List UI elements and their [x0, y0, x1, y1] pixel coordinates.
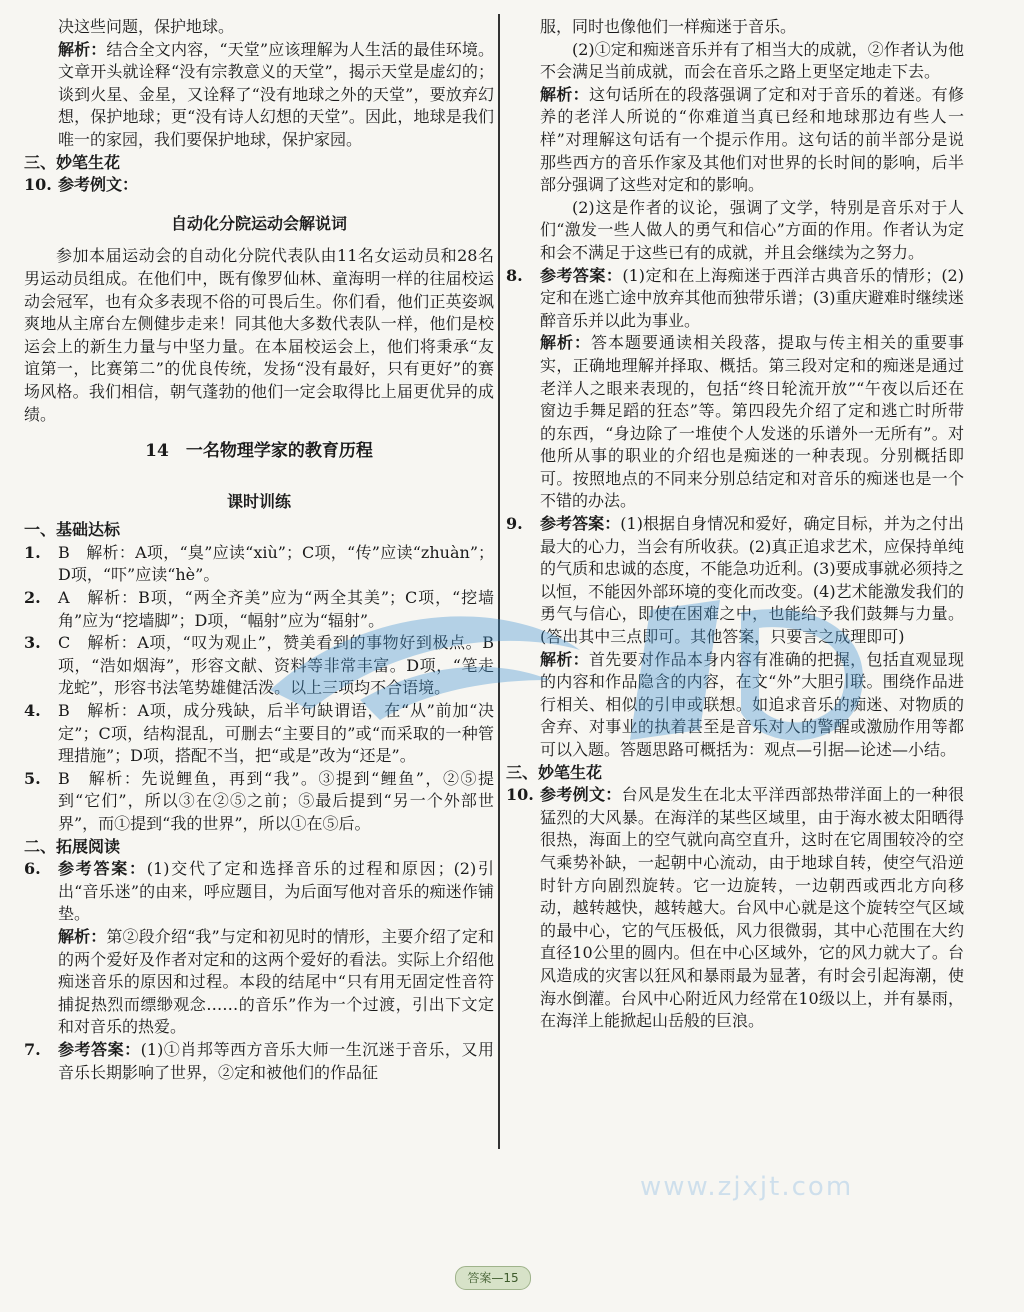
analysis-label: 解析： [540, 649, 589, 669]
analysis-text: 答本题要通读相关段落，提取与传主相关的重要事实，正确地理解并择取、概括。第三段对定和的痴迷是通过老洋人之眼来表现的，包括“终日轮流开放”“午夜以后还在窗边手舞足蹈的狂态”等。第四段先介绍了定和逃亡时所带的东西，“身边除了一堆使个人发迷的乐谱外一无所有”。对他所从事的职业的介绍也是痴迷的一种表现。分别概括即可。按照地点的不同来分别总结定和对音乐的痴迷也是一个不错的办法。 [540, 333, 964, 511]
section-heading: 三、妙笔生花 [24, 152, 121, 172]
question-item [24, 587, 494, 632]
question-number: 10. [24, 175, 52, 195]
question-number: 2. [24, 588, 41, 608]
question-item [24, 542, 494, 587]
question-item [24, 632, 494, 700]
analysis-label: 解析： [58, 39, 107, 59]
question-item [506, 265, 964, 333]
answer-text: B 解析：A项，“臭”应读“xiù”；C项，“传”应读“zhuàn”；D项，“吓”应读“hè”。 [58, 542, 494, 585]
answer-label: 参考答案： [58, 1039, 141, 1059]
answer-text: (1)交代了定和选择音乐的过程和原因；(2)引出“音乐迷”的由来，呼应题目，为后面写他对音乐的痴迷作铺垫。 [58, 859, 494, 924]
question-number: 4. [24, 701, 41, 721]
section-heading: 一、基础达标 [24, 520, 121, 540]
page-number-badge: 答案—15 [455, 1266, 531, 1290]
analysis-text: 首先要对作品本身内容有准确的把握，包括直观显现的内容和作品隐含的内容，在文“外”大胆引联。围绕作品进行相关、相似的引申或联想。如追求音乐的痴迷、对物质的舍弃、对事业的执着甚至是音乐对人的警醒或激励作用等都可以入题。答题思路可概括为：观点—引据—论述—小结。 [540, 649, 964, 759]
question-item [24, 1039, 494, 1084]
analysis-label: 解析： [540, 333, 591, 353]
essay-title: 自动化分院运动会解说词 [170, 213, 347, 233]
chapter-title: 14 一名物理学家的教育历程 [145, 441, 373, 462]
left-column [24, 16, 494, 1084]
answer-label: 参考例文： [540, 785, 622, 805]
question-number: 6. [24, 859, 41, 879]
essay-text: 台风是发生在北太平洋西部热带洋面上的一种很猛烈的大风暴。在海洋的某些区域里，由于海水被太阳晒得很热，海面上的空气就向高空直升，这时在它周围较冷的空气乘势补缺，一起朝中心流动，由于地球自转，使空气沿逆时针方向剧烈旋转。它一边旋转，一边朝西或西北方向移动，越转越快，越转越大。台风中心就是这个旋转空气区域的最中心，它的气压极低，风力很微弱，其中心范围在大约直径10公里的圆内。但在中心区域外，它的风力就大了。台风造成的灾害以狂风和暴雨最为显著，有时会引起海潮，使海水倒灌。台风中心附近风力经常在10级以上，并有暴雨，在海洋上能掀起山岳般的巨浪。 [540, 785, 964, 1031]
analysis-paragraph [24, 39, 494, 152]
analysis-paragraph [506, 649, 964, 762]
question-item [24, 768, 494, 836]
lesson-title: 课时训练 [226, 491, 291, 511]
analysis-text: 结合全文内容，“天堂”应该理解为人生活的最佳环境。文章开头就诠释“没有宗教意义的天堂”，揭示天堂是虚幻的；谈到火星、金星，又诠释了“没有地球之外的天堂”，要放弃幻想，保护地球；更“没有诗人幻想的天堂”。因此，地球是我们唯一的家园，我们要保护地球，保护家园。 [58, 39, 494, 149]
answer-text: (1)①肖邦等西方音乐大师一生沉迷于音乐，又用音乐长期影响了世界，②定和被他们的作品征 [58, 1039, 494, 1082]
analysis-label: 解析： [540, 84, 589, 104]
question-number: 5. [24, 768, 41, 788]
watermark-url: www.zjxjt.com [640, 1172, 854, 1202]
analysis-paragraph: (2)这是作者的议论，强调了文学，特别是音乐对于人们“激发一些人做人的勇气和信心”方面的作用。作者认为定和会不满足于这些已有的成就，并且会继续为之努力。 [540, 197, 964, 262]
answer-text: (1)定和在上海痴迷于西洋古典音乐的情形；(2)定和在逃亡途中放弃其他而独带乐谱；(3)重庆避难时继续迷醉音乐并以此为事业。 [540, 265, 964, 330]
analysis-text: 这句话所在的段落强调了定和对于音乐的着迷。有修养的老洋人所说的“你难道当真已经和地球那边有些人一样”对理解这句话有一个提示作用。这句话的前半部分是说那些西方的音乐作家及其他们对世界的长时间的影响，后半部分强调了这些对定和的影响。 [540, 84, 964, 195]
question-number: 3. [24, 633, 41, 653]
text-line: 服，同时也像他们一样痴迷于音乐。 [540, 17, 797, 36]
answer-text: B 解析：先说鲤鱼，再到“我”。③提到“鲤鱼”，②⑤提到“它们”，所以③在②⑤之前；⑤最后提到“另一个外部世界”，而①提到“我的世界”，所以①在⑤后。 [58, 768, 494, 833]
question-number: 10. [506, 785, 534, 805]
section-heading: 二、拓展阅读 [24, 836, 121, 856]
question-item [506, 784, 964, 1033]
answer-label: 参考答案： [58, 859, 147, 879]
answer-paragraph: (2)①定和痴迷音乐并有了相当大的成就，②作者认为他不会满足当前成就，而会在音乐之路上更坚定地走下去。 [540, 39, 964, 82]
text-line: 决这些问题，保护地球。 [58, 17, 235, 36]
answer-text: C 解析：A项，“叹为观止”，赞美看到的事物好到极点。B项，“浩如烟海”，形容文献、资料等非常丰富。D项，“笔走龙蛇”，形容书法笔势雄健活泼。以上三项均不合语境。 [58, 633, 494, 698]
essay-body: 参加本届运动会的自动化分院代表队由11名女运动员和28名男运动员组成。在他们中，既有像罗仙林、童海明一样的往届校运动会冠军，也有众多表现不俗的可畏后生。你们看，他们正英姿飒爽地从主席台左侧健步走来！同其他大多数代表队一样，他们是校运会上的新生力量与中坚力量。在本届校运会上，他们将秉承“友谊第一，比赛第二”的优良传统，发扬“没有最好，只有更好”的赛场风格。我们相信，朝气蓬勃的他们一定会取得比上届更优异的成绩。 [24, 246, 494, 424]
answer-label: 参考例文： [58, 175, 139, 195]
column-divider [498, 14, 500, 1149]
analysis-text: 第②段介绍“我”与定和初见时的情形，主要介绍了定和的两个爱好及作者对定和的这两个爱好的看法。实际上介绍他痴迷音乐的原因和过程。本段的结尾中“只有用无固定性音符捕捉热烈而缥缈观念……的音乐”作为一个过渡，引出下文定和对音乐的热爱。 [58, 926, 494, 1037]
question-item [506, 513, 964, 649]
analysis-label: 解析： [58, 926, 107, 946]
answer-text: A 解析：B项，“两全齐美”应为“两全其美”；C项，“挖墙角”应为“挖墙脚”；D项，“幅射”应为“辐射”。 [58, 588, 494, 630]
analysis-paragraph [506, 332, 964, 513]
section-heading: 三、妙笔生花 [506, 762, 603, 782]
answer-label: 参考答案： [540, 514, 621, 534]
analysis-paragraph [24, 926, 494, 1039]
answer-label: 参考答案： [540, 265, 623, 285]
right-column [506, 16, 964, 1033]
question-item [24, 858, 494, 926]
question-item [24, 700, 494, 768]
answer-text: (1)根据自身情况和爱好，确定目标，并为之付出最大的心力，当会有所收获。(2)真正追求艺术，应保持单纯的气质和忠诚的态度，不能急功近利。(3)要成事就必须持之以恒，不能因外部环境的变化而改变。(4)艺术能激发我们的勇气与信心，即使在困难之中，也能给予我们鼓舞与力量。(答出其中三点即可。其他答案，只要言之成理即可) [540, 514, 964, 647]
question-number: 7. [24, 1039, 41, 1059]
question-number: 1. [24, 542, 41, 562]
analysis-paragraph [506, 84, 964, 197]
question-number: 8. [506, 265, 523, 285]
answer-text: B 解析：A项，成分残缺，后半句缺谓语，在“从”前加“决定”；C项，结构混乱，可删去“主要目的”或“而采取的一种管理措施”；D项，搭配不当，把“或是”改为“还是”。 [58, 701, 494, 766]
question-number: 9. [506, 514, 523, 534]
question-item [24, 174, 494, 197]
